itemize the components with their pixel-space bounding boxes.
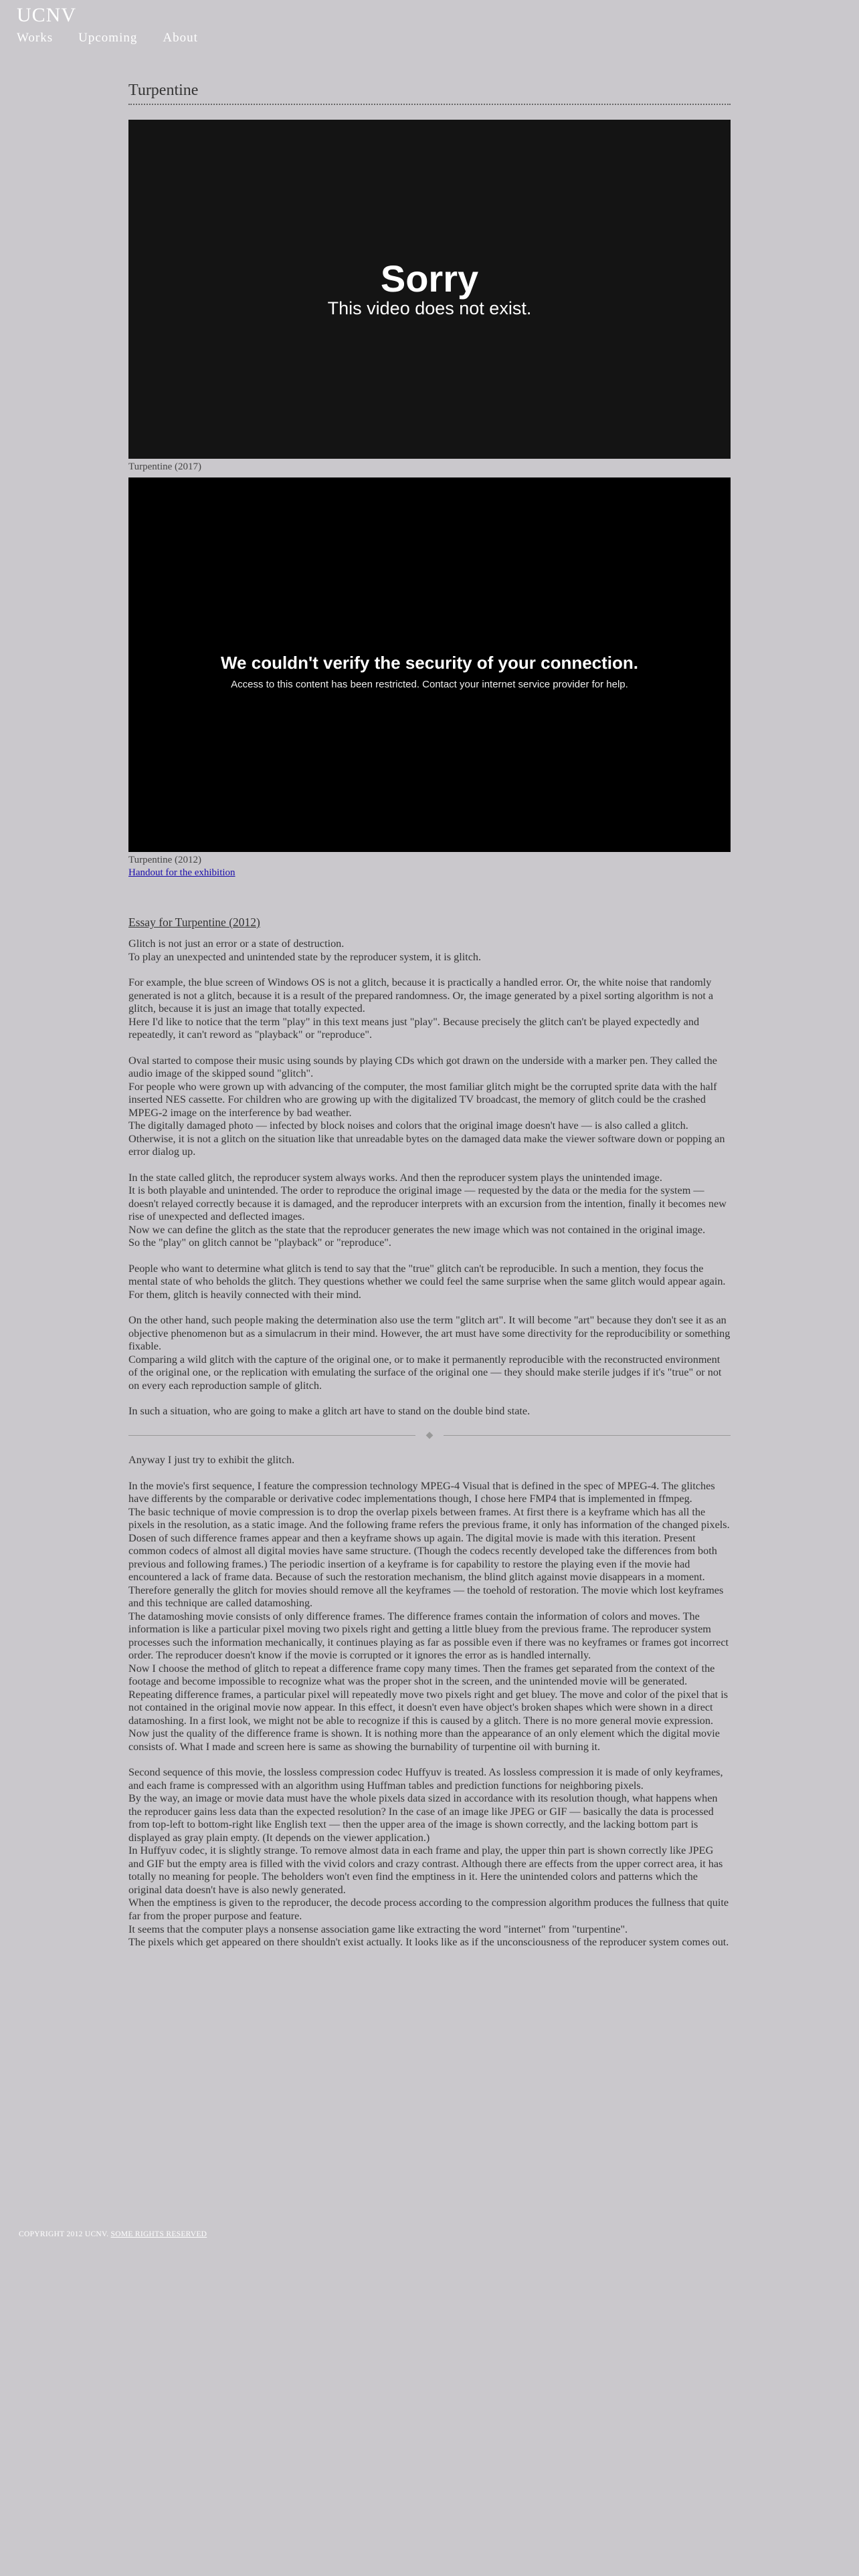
divider-ornament-icon: ◆ bbox=[425, 1430, 434, 1440]
essay-line: The digitally damaged photo — infected by block noises and colors that the original image doesn't have — is also called a glitch. Otherwise, it is not a glitch on the situation like that unreadable bytes on the damaged data make the viewer software down or popping an error dialog up. bbox=[128, 1119, 725, 1158]
security-error-message: Access to this content has been restricted. Contact your internet service provider for help. bbox=[231, 679, 628, 690]
site-header bbox=[17, 4, 198, 45]
essay-part-two bbox=[128, 1454, 731, 1949]
essay-paragraph bbox=[128, 1405, 731, 1418]
essay-paragraph bbox=[128, 938, 731, 964]
section-divider bbox=[128, 1431, 731, 1440]
essay-line: When the emptiness is given to the reproducer, the decode process according to the compression algorithm produces the fullness that quite far from the proper purpose and feature. bbox=[128, 1897, 729, 1922]
essay-line: Oval started to compose their music using sounds by playing CDs which got drawn on the underside with a marker pen. They called the audio image of the skipped sound "glitch". bbox=[128, 1054, 717, 1080]
essay-title: Essay for Turpentine (2012) bbox=[128, 916, 260, 929]
handout-link[interactable]: Handout for the exhibition bbox=[128, 867, 235, 878]
video-error-message: This video does not exist. bbox=[327, 298, 532, 319]
essay-paragraph bbox=[128, 1055, 731, 1159]
nav-works[interactable]: Works bbox=[17, 31, 54, 45]
essay-line: In the state called glitch, the reproducer system always works. And then the reproducer system plays the unintended image. bbox=[128, 1171, 662, 1184]
essay-paragraph bbox=[128, 1314, 731, 1392]
video-caption-2017: Turpentine (2017) bbox=[128, 461, 202, 472]
essay-line: The basic technique of movie compression is to drop the overlap pixels between frames. At first there is a keyframe which has all the pixels in the resolution, as a static image. And the following frame refers the previous frame, it only has information of the changed pixels. Dosen of such difference frames appear and then a keyframe shows up again. The digital movie is made with this iteration. Present common codecs of almost all digital movies have same structure. (Though the codecs recently developed take the differences from both previous and following frames.) The periodic insertion of a keyframe is for capability to restore the playing even if the movie had encountered a lack of frame data. Because of such the restoration mechanism, the blind glitch against movie disappears in a moment. Therefore generally the glitch for movies should remove all the keyframes — the toehold of restoration. The movie which lost keyframes and this technique are called datamoshing. bbox=[128, 1505, 730, 1610]
video-caption-2012: Turpentine (2012) bbox=[128, 855, 202, 865]
essay-paragraph bbox=[128, 1766, 731, 1949]
essay-line: Here I'd like to notice that the term "play" in this text means just "play". Because precisely the glitch can't be played expectedly and repeatedly, it can't reword as "playback" or "reproduce". bbox=[128, 1015, 700, 1041]
essay-line: In such a situation, who are going to make a glitch art have to stand on the double bind state. bbox=[128, 1405, 531, 1418]
essay-line: By the way, an image or movie data must have the whole pixels data sized in accordance with its resolution though, what happens when the reproducer gains less data than the expected resolution? In the case of an image like JPEG or GIF — basically the data is processed from top-left to bottom-right like English text — then the upper area of the image is shown correctly, and the lacking bottom part is displayed as gray plain empty. (It depends on the viewer application.) bbox=[128, 1792, 718, 1844]
site-logo[interactable]: UCNV bbox=[17, 4, 77, 26]
security-error-heading: We couldn't verify the security of your connection. bbox=[220, 653, 639, 673]
essay-paragraph bbox=[128, 1263, 731, 1302]
essay-line: For example, the blue screen of Windows OS is not a glitch, because it is practically a handled error. Or, the white noise that randomly generated is not a glitch, because it is a result of the prepared randomness. Or, the image generated by a pixel sorting algorithm is not a glitch, because it is just an image that totally expected. bbox=[128, 976, 714, 1015]
essay-paragraph bbox=[128, 1480, 731, 1754]
rights-link[interactable]: SOME RIGHTS RESERVED bbox=[110, 2230, 207, 2238]
essay-paragraph bbox=[128, 1172, 731, 1250]
essay-line: It is both playable and unintended. The order to reproduce the original image — requested by the data or the media for the system — doesn't relayed correctly because it is damaged, and the reproducer interprets with an excursion from the intention, finally it becomes new rise of unexpected and deflected images. bbox=[128, 1184, 727, 1223]
essay-line: So the "play" on glitch cannot be "playback" or "reproduce". bbox=[128, 1237, 391, 1249]
site-footer bbox=[19, 2230, 207, 2238]
essay-line: In Huffyuv codec, it is slightly strange. To remove almost data in each frame and play, the upper thin part is shown correctly like JPEG and GIF but the empty area is filled with the vivid colors and crazy contrast. Although there are effects from the upper correct area, it has totally no meaning for people. The beholders won't even find the emptiness in it. Here the unintended colors and patterns which the original data doesn't have is also newly generated. bbox=[128, 1844, 723, 1896]
essay-line: To play an unexpected and unintended state by the reproducer system, it is glitch. bbox=[128, 950, 482, 963]
title-divider bbox=[128, 104, 731, 105]
divider-line-left bbox=[128, 1435, 415, 1436]
essay-line: Comparing a wild glitch with the capture of the original one, or to make it permanently reproducible with the reconstructed environment of the original one, or the replication with emulating the surface of the original one — they should make sterile judges if it's "true" or not on every each reproduction sample of glitch. bbox=[128, 1353, 722, 1392]
essay-paragraph bbox=[128, 1454, 731, 1467]
essay-line: People who want to determine what glitch is tend to say that the "true" glitch can't be reproducible. In such a mention, they focus the mental state of who beholds the glitch. They questions whether we could feel the same surprise when the same glitch would appear again. For them, glitch is heavily connected with their mind. bbox=[128, 1262, 726, 1301]
main-content bbox=[128, 74, 731, 1962]
essay-line: Now I choose the method of glitch to repeat a difference frame copy many times. Then the frames get separated from the context of the footage and become impossible to recognize what was the proper shot in the screen, and the unintended movie will be generated. Repeating difference frames, a particular pixel will repeatedly move two pixels right and get bluey. The move and color of the pixel that is not contained in the original movie now appear. In this effect, it doesn't even have object's broken shapes which were shown in a direct datamoshing. In a first look, we might not be able to recognize if this is caused by a glitch. There is no more general movie expression. Now just the quality of the difference frame is shown. It is nothing more than the appearance of an only element which the digital movie consists of. What I made and screen here is same as showing the burnability of turpentine oil with burning it. bbox=[128, 1662, 729, 1753]
essay-line: Second sequence of this movie, the lossless compression codec Huffyuv is treated. As lossless compression it is made of only keyframes, and each frame is compressed with an algorithm using Huffman tables and prediction functions for neighboring pixels. bbox=[128, 1766, 723, 1792]
video-error-heading: Sorry bbox=[380, 257, 479, 300]
essay-line: The pixels which get appeared on there shouldn't exist actually. It looks like as if the unconsciousness of the reproducer system comes out. bbox=[128, 1936, 729, 1949]
nav-about[interactable]: About bbox=[163, 31, 198, 45]
divider-line-right bbox=[444, 1435, 731, 1436]
essay-line: The datamoshing movie consists of only difference frames. The difference frames contain the information of colors and moves. The information is like a particular pixel moving two pixels right and getting a little bluey from the previous frame. The reproducer system processes such the information mechanically, it continues playing as far as possible even if there was no keyframes or frames got incorrect order. The reproducer doesn't know if the movie is corrupted or it ignores the error as is handled internally. bbox=[128, 1610, 729, 1662]
essay-line: For people who were grown up with advancing of the computer, the most familiar glitch might be the corrupted sprite data with the half inserted NES cassette. For children who are growing up with the digitalized TV broadcast, the memory of glitch could be the crashed MPEG-2 image on the interference by bad weather. bbox=[128, 1080, 717, 1119]
essay-line: Anyway I just try to exhibit the glitch. bbox=[128, 1453, 295, 1466]
essay-part-one bbox=[128, 938, 731, 1418]
essay-paragraph bbox=[128, 976, 731, 1042]
essay-line: Glitch is not just an error or a state of destruction. bbox=[128, 938, 345, 950]
video-player-2012[interactable] bbox=[128, 477, 731, 852]
copyright-text: COPYRIGHT 2012 UCNV. bbox=[19, 2230, 109, 2238]
essay-line: It seems that the computer plays a nonsense association game like extracting the word "internet" from "turpentine". bbox=[128, 1923, 628, 1935]
essay-line: On the other hand, such people making the determination also use the term "glitch art". It will become "art" because they don't see it as an objective phenomenon but as a simulacrum in their mind. However, the art must have some directivity for the reproducibility or something fixable. bbox=[128, 1314, 731, 1353]
nav-upcoming[interactable]: Upcoming bbox=[78, 31, 138, 45]
video-player-2017[interactable] bbox=[128, 120, 731, 459]
work-title: Turpentine bbox=[128, 82, 199, 99]
main-nav bbox=[17, 31, 198, 45]
essay-line: In the movie's first sequence, I feature the compression technology MPEG-4 Visual that is defined in the spec of MPEG-4. The glitches have differents by the comparable or derivative codec implementations though, I chose here FMP4 that is implemented in ffmpeg. bbox=[128, 1479, 715, 1505]
essay-line: Now we can define the glitch as the state that the reproducer generates the new image which was not contained in the original image. bbox=[128, 1223, 706, 1236]
